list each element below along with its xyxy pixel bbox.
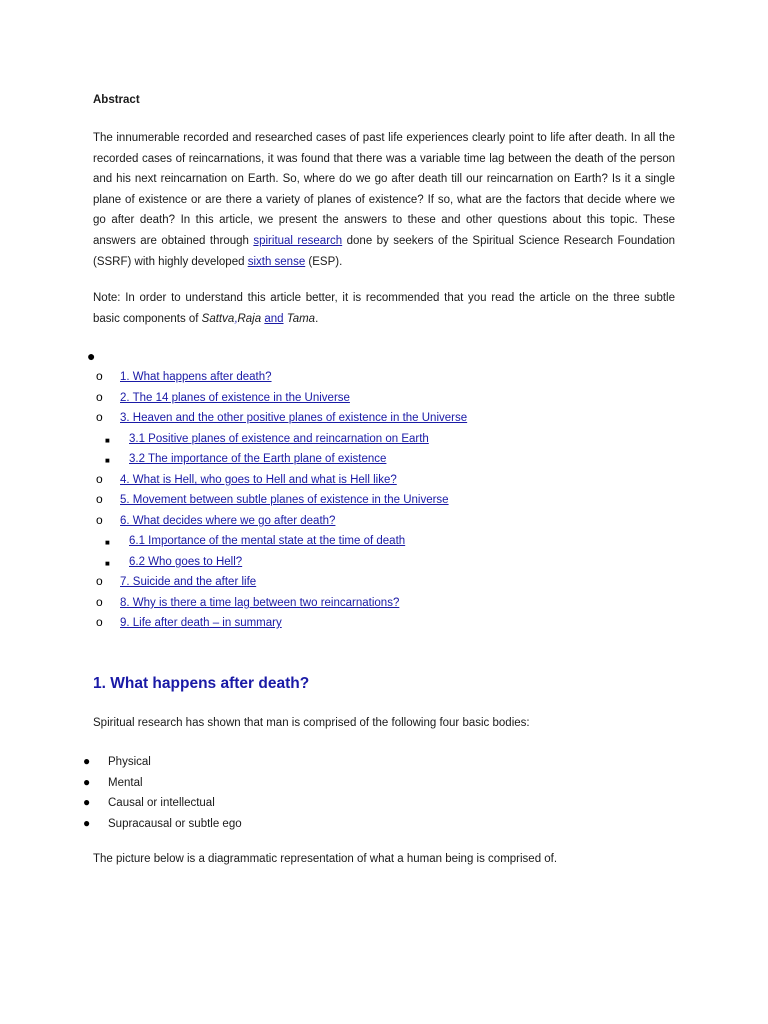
list-item [83,796,483,817]
note-end: . [315,312,319,325]
square-bullet-icon: ■ [105,538,110,547]
abstract-text-3: (ESP). [305,255,343,268]
disc-bullet-icon: ● [87,348,96,364]
body-label: Mental [108,776,143,789]
square-bullet-icon: ■ [105,456,110,465]
abstract-text-2: done by seekers of the Spiritual Science Research Foundation (SSRF) with highly developed [93,234,675,268]
disc-bullet-icon: ● [83,774,91,789]
toc-link-6[interactable]: 6. What decides where we go after death? [120,515,336,527]
and-link[interactable]: and [264,312,284,325]
circle-bullet-icon: o [96,574,103,588]
sixth-sense-link[interactable]: sixth sense [247,255,306,268]
circle-bullet-icon: o [96,595,103,609]
toc-link-9[interactable]: 9. Life after death – in summary [120,617,282,629]
section-1-intro: Spiritual research has shown that man is comprised of the following four basic bodies: [93,717,530,729]
body-label: Physical [108,756,151,768]
toc-link-7[interactable]: 7. Suicide and the after life [120,576,257,588]
body-label: Supracausal or subtle ego [108,817,242,830]
abstract-heading: Abstract [93,94,140,106]
toc-link-6-2[interactable]: 6.2 Who goes to Hell? [129,556,243,568]
toc-link-5[interactable]: 5. Movement between subtle planes of existence in the Universe [120,494,449,506]
abstract-text-1: The innumerable recorded and researched cases of past life experiences clearly point to life after death. In all the recorded cases of reincarnations, it was found that there was a variable time lag between the death of the person and his next reincarnation on Earth. So, where do we go after death till our reincarnation on Earth? Is it a single plane of existence or are there a variety of planes of existence? If so, what are the factors that decide where we go after death? In this article, we present the answers to these and other questions about this topic. These answers are obtained through [93,132,675,247]
spiritual-research-link[interactable]: spiritual research [253,234,343,247]
disc-bullet-icon: ● [83,795,91,809]
raja-text: Raja [237,312,262,325]
four-bodies-list [83,755,483,837]
circle-bullet-icon: o [96,410,103,424]
abstract-paragraph [93,128,675,272]
toc-link-6-1[interactable]: 6.1 Importance of the mental state at the time of death [129,535,406,547]
picture-caption: The picture below is a diagrammatic representation of what a human being is comprised of. [93,853,558,865]
toc-link-8[interactable]: 8. Why is there a time lag between two reincarnations? [120,597,400,609]
list-item [83,776,483,797]
sattva-text: Sattva [201,312,235,325]
toc-link-3-1[interactable]: 3.1 Positive planes of existence and reincarnation on Earth [129,433,429,445]
list-item [83,755,483,776]
tama-text: Tama [286,312,316,325]
circle-bullet-icon: o [96,369,103,383]
note-paragraph [93,288,675,329]
comma-link[interactable]: , [234,312,238,325]
toc-link-2[interactable]: 2. The 14 planes of existence in the Universe [120,392,350,404]
square-bullet-icon: ■ [105,559,110,568]
toc-link-1[interactable]: 1. What happens after death? [120,371,272,383]
disc-bullet-icon: ● [83,815,91,830]
circle-bullet-icon: o [96,390,103,404]
circle-bullet-icon: o [96,513,103,527]
circle-bullet-icon: o [96,615,103,629]
note-text: Note: In order to understand this article better, it is recommended that you read the article on the three subtle basic components of [93,292,675,325]
toc-link-3[interactable]: 3. Heaven and the other positive planes of existence in the Universe [120,412,468,424]
square-bullet-icon: ■ [105,436,110,445]
body-label: Causal or intellectual [108,797,215,809]
section-1-heading: 1. What happens after death? [93,675,310,692]
toc-link-4[interactable]: 4. What is Hell, who goes to Hell and what is Hell like? [120,474,397,486]
circle-bullet-icon: o [96,492,103,506]
circle-bullet-icon: o [96,472,103,486]
list-item [83,817,483,838]
toc-link-3-2[interactable]: 3.2 The importance of the Earth plane of existence [129,453,387,465]
disc-bullet-icon: ● [83,754,91,768]
